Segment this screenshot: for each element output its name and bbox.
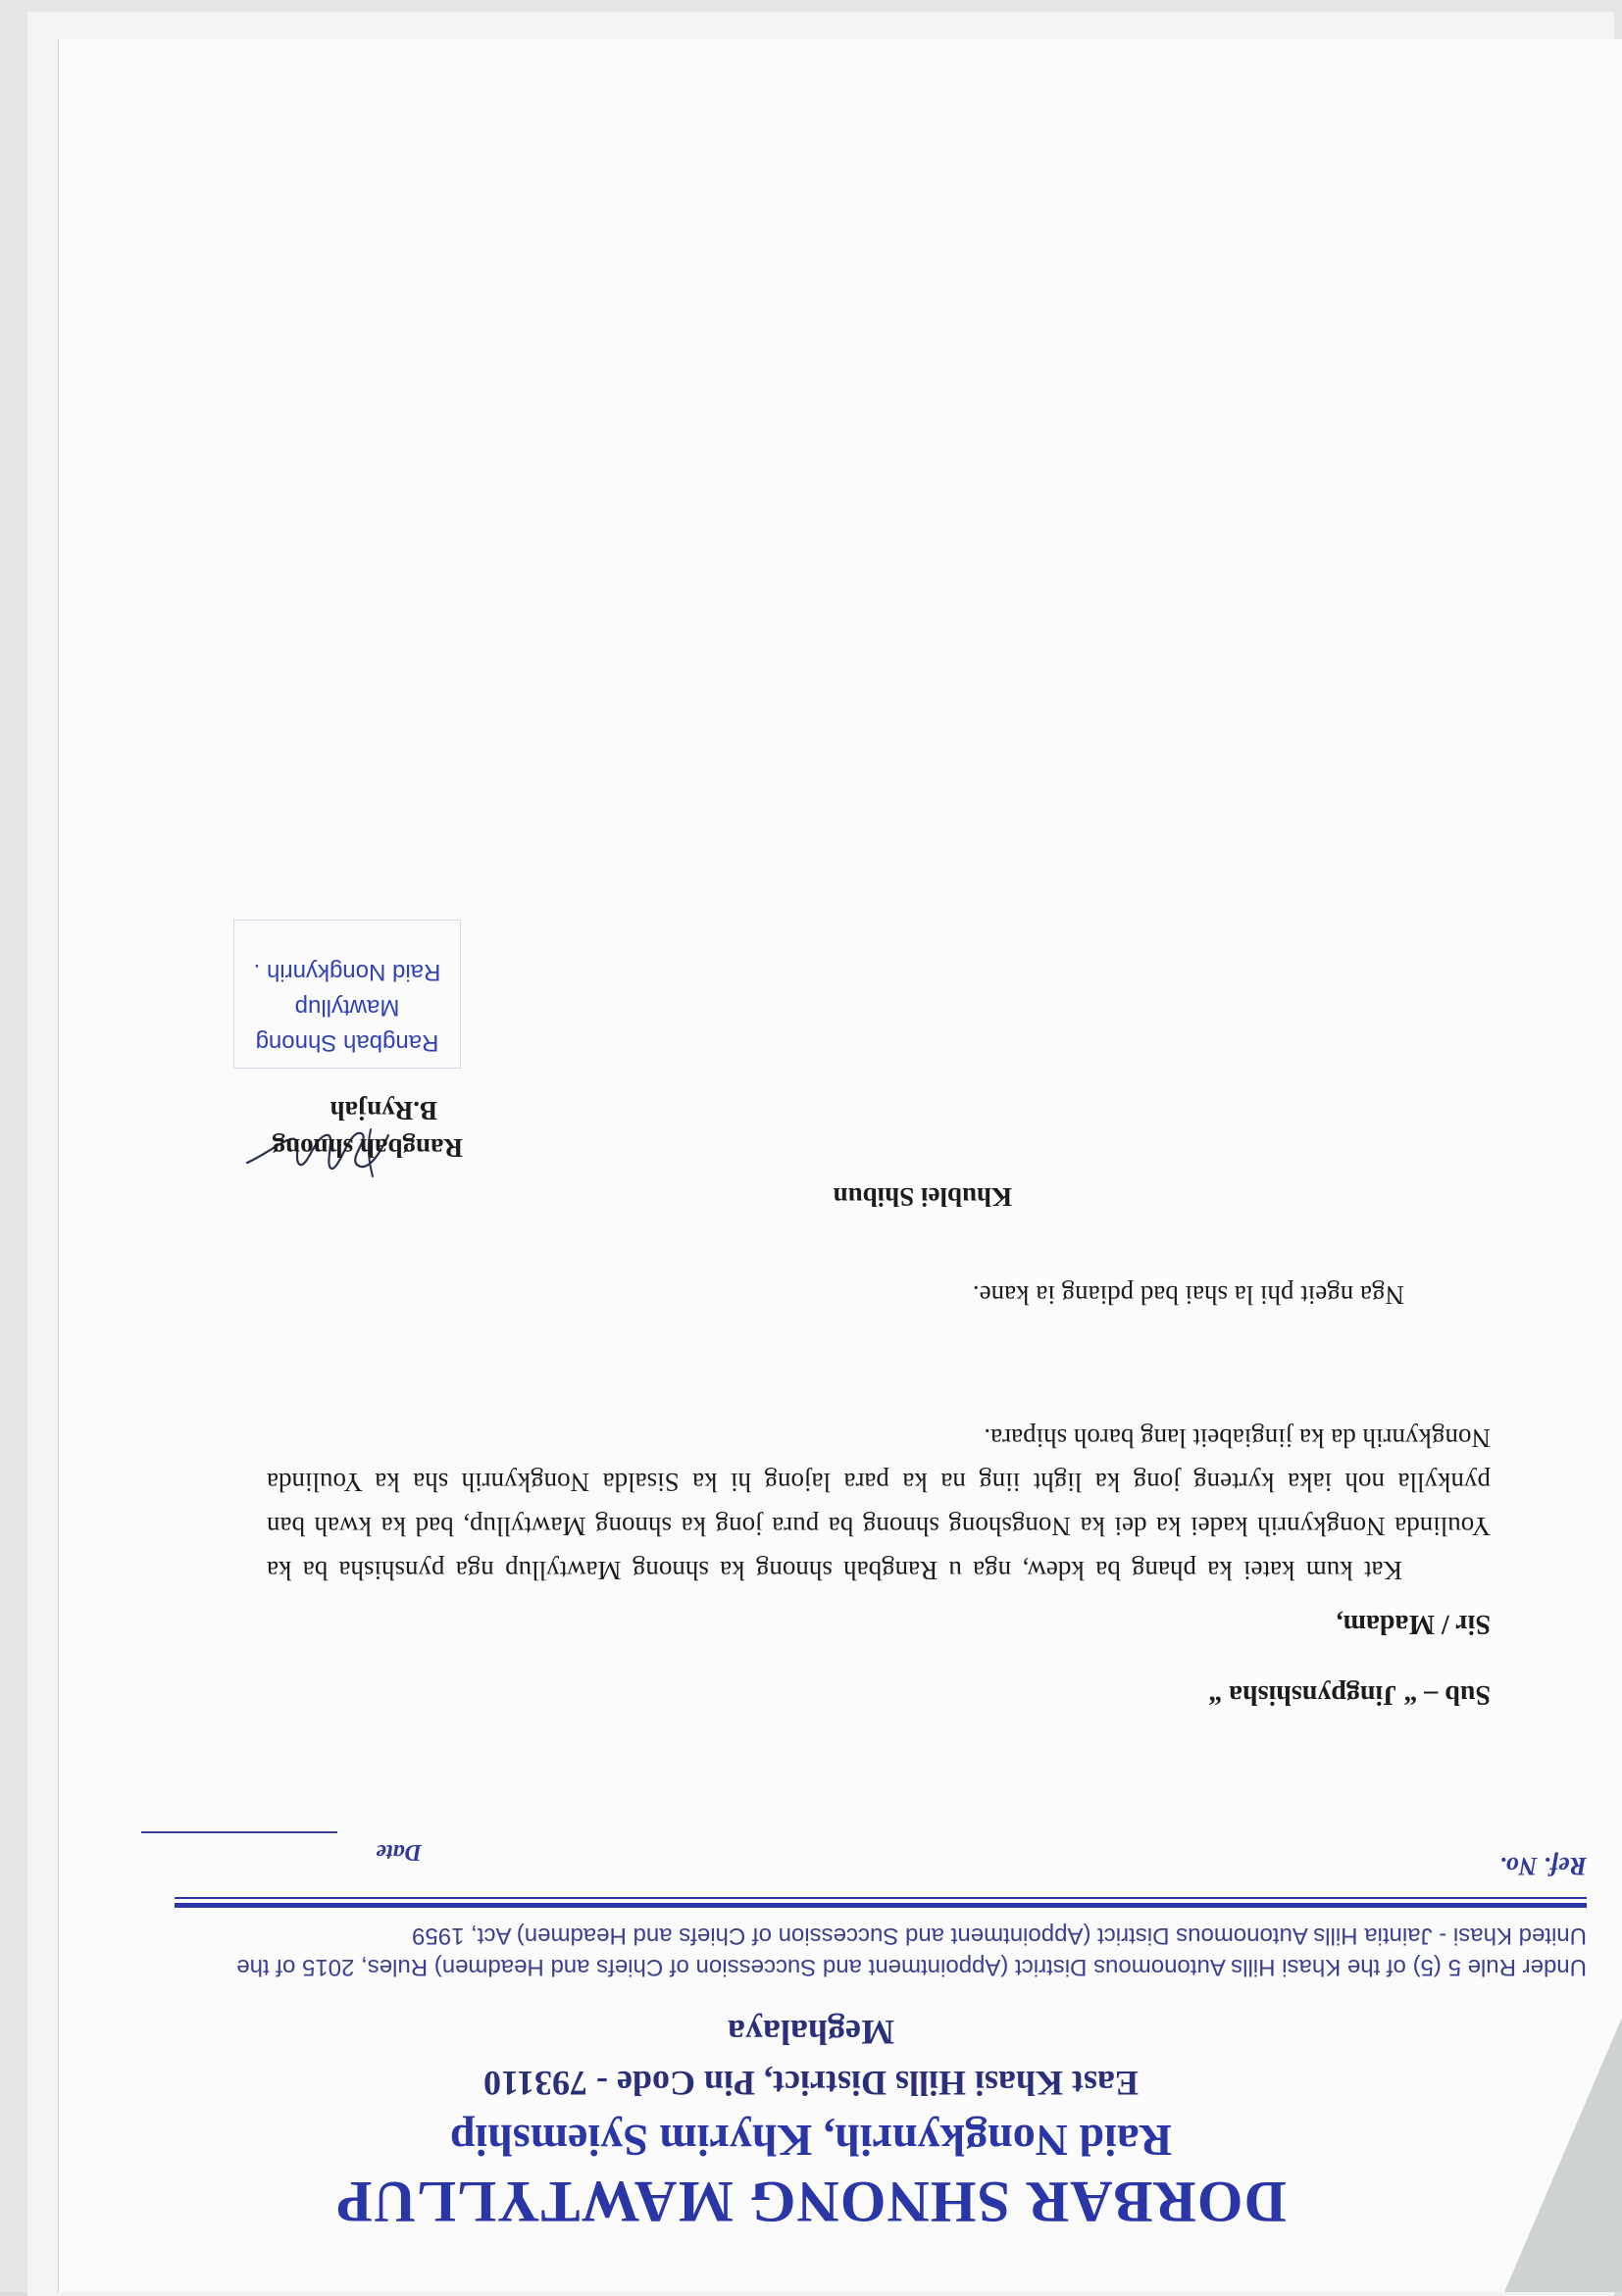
letterhead-divider-thick — [175, 1903, 1587, 1908]
letter-salutation: Sir / Madam, — [1336, 1609, 1491, 1639]
date-label: Date — [376, 1839, 422, 1865]
letter-regards: Khublei Shibun — [833, 1182, 1012, 1212]
letterhead-divider-thin — [175, 1897, 1587, 1899]
organisation-subtitle: Raid Nongkynrih, Khyrim Syiemship — [449, 2116, 1173, 2166]
letter-closing: Nga ngeit phi la shai bad pdiang ia kane. — [972, 1280, 1404, 1310]
date-blank-line — [141, 1831, 337, 1833]
signatory-title: Rangbah shnong — [272, 1133, 463, 1163]
signatory-name: B.Rynjah — [329, 1096, 437, 1125]
letter-subject: Sub – “ Jingpynshisha “ — [1208, 1679, 1491, 1710]
organisation-state: Meghalaya — [728, 2013, 894, 2052]
organisation-name: DORBAR SHNONG MAWTYLLUP — [335, 2170, 1287, 2234]
stamp-line-2: Mawtyllup — [294, 994, 400, 1021]
ref-number-label: Ref. No. — [1499, 1852, 1587, 1880]
organisation-address: East Khasi Hills District, Pin Code - 793110 — [482, 2064, 1140, 2103]
official-stamp — [233, 920, 461, 1069]
letter-body: Kat kum katei ka phang ba kdew, nga u Rangbah shnong ka shnong Mawtyllup nga pynshisha ba ka Youlinda Nongkynrih kadei ka dei ka Nongshong shnong ba pura jong ka shnong Mawtyllup, bad ka kwah ban pynkylla noh iaka kyrteng jong ka light iing na ka para lajong hi ka Sisalda Nongkynrih sha ka Youlinda Nongkynrih da ka jingiabeit lang baroh shipara. — [267, 1423, 1491, 1585]
stamp-line-1: Rangbah Shnong — [255, 1029, 439, 1056]
stamp-line-3: Raid Nongkynrih . — [253, 959, 441, 985]
rule-reference: Under Rule 5 (5) of the Khasi Hills Autonomous District (Appointment and Succession of Chiefs and Headmen) Rules, 2015 of the United Khasi - Jaintia Hills Autonomous District (Appointment and Succession of Chiefs and Headmen) Act, 1959 — [236, 1922, 1587, 1980]
